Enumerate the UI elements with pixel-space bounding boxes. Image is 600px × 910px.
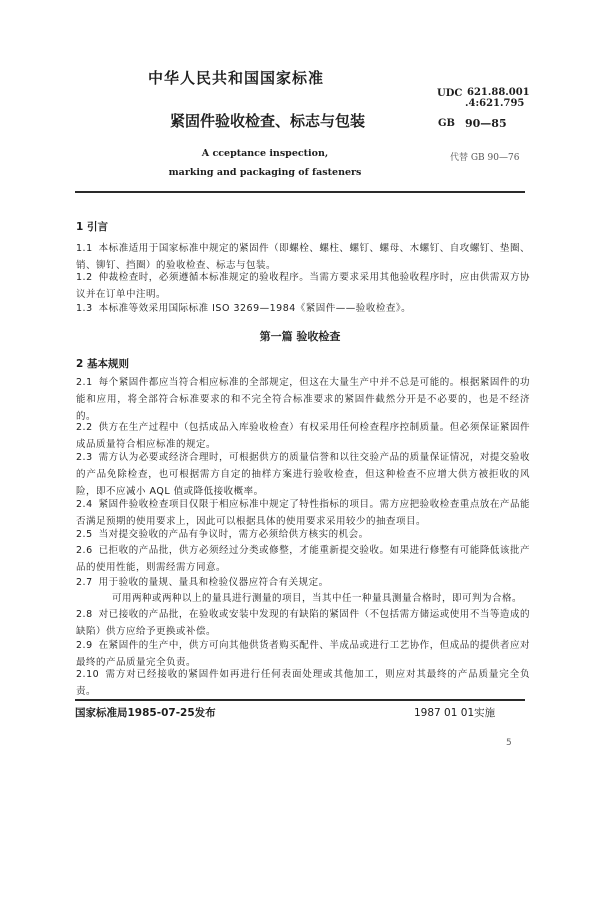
paragraph-text: 紧固件验收检查项目仅限于相应标准中规定了特性指标的项目。需方应把验收检查重点放在产品能否满足预期的使用要求上，因此可以根据具体的使用要求采用较少的抽查项目。 bbox=[76, 499, 530, 527]
paragraph-2-8 bbox=[76, 606, 530, 640]
paragraph-text: 对已接收的产品批，在验收或安装中发现的有缺陷的紧固件（不包括需方储运或使用不当等造成的缺陷）供方应给予更换或补偿。 bbox=[76, 609, 530, 637]
title-en-line1: A cceptance inspection, bbox=[201, 148, 329, 159]
paragraph-1-3 bbox=[76, 300, 530, 317]
paragraph-text: 当对提交验收的产品有争议时，需方必须给供方核实的机会。 bbox=[98, 529, 369, 540]
gb-number: 90—85 bbox=[465, 117, 507, 130]
paragraph-2-4 bbox=[76, 496, 530, 530]
udc-code-line2: .4:621.795 bbox=[465, 98, 525, 109]
document-title-en bbox=[150, 144, 380, 182]
paragraph-2-10 bbox=[76, 666, 530, 700]
paragraph-2-7-note bbox=[76, 590, 530, 607]
issued-date: 国家标准局1985-07-25发布 bbox=[75, 707, 216, 719]
gb-label: GB bbox=[438, 118, 455, 129]
effective-date: 1987 01 01实施 bbox=[414, 707, 496, 719]
udc-label: UDC bbox=[437, 88, 463, 99]
paragraph-number: 2.1 bbox=[76, 377, 93, 388]
paragraph-number: 1.3 bbox=[76, 303, 93, 314]
section-1-heading: 1 引言 bbox=[76, 221, 108, 233]
paragraph-number: 2.2 bbox=[76, 422, 93, 433]
paragraph-number: 2.6 bbox=[76, 545, 93, 556]
paragraph-2-1 bbox=[76, 374, 530, 425]
udc-code-line1: 621.88.001 bbox=[467, 87, 530, 98]
paragraph-number: 2.8 bbox=[76, 609, 93, 620]
paragraph-number: 1.2 bbox=[76, 272, 93, 283]
paragraph-text: 在紧固件的生产中，供方可向其他供货者购买配件、半成品或进行工艺协作，但成品的提供者应对最终的产品质量完全负责。 bbox=[76, 640, 530, 668]
paragraph-text: 每个紧固件都应当符合相应标准的全部规定，但这在大量生产中并不总是可能的。根据紧固件的功能和应用，将全部符合标准要求的和不完全符合标准要求的紧固件截然分开是不必要的，也是不经济的。 bbox=[76, 377, 530, 422]
page-number: 5 bbox=[506, 738, 512, 748]
paragraph-text: 已拒收的产品批，供方必须经过分类或修整，才能重新提交验收。如果进行修整有可能降低该批产品的使用性能，则需经需方同意。 bbox=[76, 545, 530, 573]
replaces-standard: 代替 GB 90—76 bbox=[450, 153, 520, 163]
paragraph-number: 2.5 bbox=[76, 529, 93, 540]
part-1-heading: 第一篇 验收检查 bbox=[259, 330, 341, 343]
paragraph-text: 本标准适用于国家标准中规定的紧固件（即螺栓、螺柱、螺钉、螺母、木螺钉、自攻螺钉、垫圈、销、铆钉、挡圈）的验收检查、标志与包装。 bbox=[76, 243, 530, 271]
paragraph-2-3 bbox=[76, 449, 530, 500]
paragraph-number: 1.1 bbox=[76, 243, 93, 254]
footer-divider bbox=[75, 699, 525, 701]
paragraph-text: 可用两种或两种以上的量具进行测量的项目，当其中任一种量具测量合格时，即可判为合格。 bbox=[112, 593, 523, 604]
paragraph-2-6 bbox=[76, 542, 530, 576]
paragraph-number: 2.3 bbox=[76, 452, 93, 463]
section-2-heading: 2 基本规则 bbox=[76, 358, 129, 370]
paragraph-2-7 bbox=[76, 574, 530, 591]
paragraph-text: 需方对已经接收的紧固件如再进行任何表面处理或其他加工，则应对其最终的产品质量完全负责。 bbox=[76, 669, 530, 697]
paragraph-text: 需方认为必要或经济合理时，可根据供方的质量信誉和以往交验产品的质量保证情况，对提交验收的产品免除检查，也可根据需方自定的抽样方案进行验收检查，但这种检查不应增大供方被拒收的风险，即不应减小 AQL 值或降低接收概率。 bbox=[76, 452, 530, 497]
paragraph-text: 本标准等效采用国际标准 ISO 3269—1984《紧固件——验收检查》。 bbox=[98, 303, 412, 314]
standard-type-title: 中华人民共和国国家标准 bbox=[148, 69, 325, 87]
paragraph-text: 供方在生产过程中（包括成品入库验收检查）有权采用任何检查程序控制质量。但必须保证紧固件成品质量符合相应标准的规定。 bbox=[76, 422, 530, 450]
paragraph-2-5 bbox=[76, 526, 530, 543]
paragraph-number: 2.4 bbox=[76, 499, 93, 510]
paragraph-number: 2.9 bbox=[76, 640, 93, 651]
paragraph-text: 用于验收的量规、量具和检验仪器应符合有关规定。 bbox=[98, 577, 329, 588]
paragraph-number: 2.7 bbox=[76, 577, 93, 588]
paragraph-text: 仲裁检查时，必须遵循本标准规定的验收程序。当需方要求采用其他验收程序时，应由供需双方协议并在订单中注明。 bbox=[76, 272, 530, 300]
paragraph-1-2 bbox=[76, 269, 530, 303]
document-title-cn: 紧固件验收检查、标志与包装 bbox=[170, 112, 366, 130]
header-divider bbox=[75, 191, 525, 193]
paragraph-2-2 bbox=[76, 419, 530, 453]
title-en-line2: marking and packaging of fasteners bbox=[168, 167, 362, 178]
paragraph-number: 2.10 bbox=[76, 669, 100, 680]
